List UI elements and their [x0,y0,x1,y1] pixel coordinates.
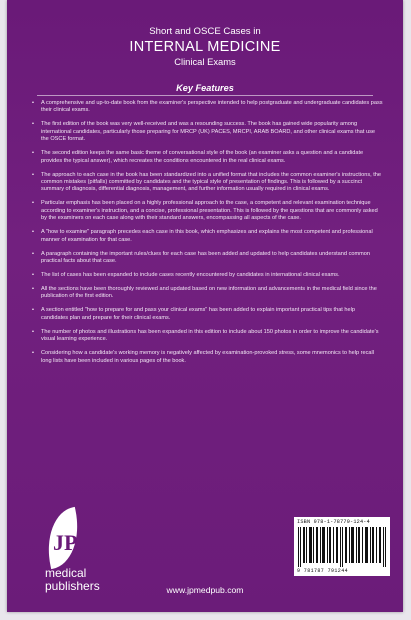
isbn-text: ISBN 978-1-78779-124-4 [297,519,370,525]
key-features-heading: Key Features [176,83,234,93]
heading-divider [37,95,373,96]
list-item: • The number of photos and illustrations has been expanded in this edition to include about 150 photos in order to improve the candidate's visual learning experience. [31,329,383,344]
publisher-url[interactable]: www.jpmedpub.com [166,585,244,595]
list-item: • Particular emphasis has been placed on a highly professional approach to the case, a competent and relevant examination technique according to examiner's instruction, and a concise, professional presentation. This is followed by the questions that are commonly asked by the examiners on each case along with their standard answers, encompassing all aspects of the case. [31,200,383,222]
barcode [294,517,390,576]
list-item: • All the sections have been thoroughly reviewed and updated based on new information and advancements in the medical field since the publication of the first edition. [31,286,383,301]
book-back-cover [7,0,403,612]
list-item: • A comprehensive and up-to-date book from the examiner's perspective intended to help postgraduate and undergraduate candidates pass their clinical exams. [31,100,383,115]
list-item: • The second edition keeps the same basic theme of conversational style of the book (an examiner asks a question and a candidate provides the typical answer), which recreates the conditions encountered in the real clinical exams. [31,150,383,165]
list-item: • A paragraph containing the important rules/clues for each case has been added and updated to help candidates understand common practical facts about that case. [31,251,383,266]
key-features-list [31,100,383,372]
cover-title: INTERNAL MEDICINE [129,39,281,55]
list-item: • A section entitled "how to prepare for and pass your clinical exams" has been added to explain important practical tips that help candidates plan and prepare for their clinical exams. [31,307,383,322]
barcode-icon [298,527,386,567]
list-item: • A "how to examine" paragraph precedes each case in this book, which emphasizes and explains the most competent and professional manner of examination for that case. [31,229,383,244]
list-item: • The first edition of the book was very well-received and was a resounding success. The book has gained wide popularity among international candidates, particularly those preparing for MRCP (UK) PACES, MRCPI, ARAB BOARD, and other clinical exams that use the OSCE format. [31,121,383,143]
publisher-name: medical publishers [45,566,100,593]
barcode-number: 9 781787 791244 [297,568,349,574]
cover-subtitle: Short and OSCE Cases in [149,26,261,37]
list-item: • The list of cases has been expanded to include cases recently encountered by candidates in international clinical exams. [31,272,383,279]
cover-subtitle-2: Clinical Exams [174,56,236,67]
logo-letters: JP [53,530,78,555]
list-item: • Considering how a candidate's working memory is negatively affected by examination-provoked stress, some mnemonics to help recall long lists have been included in various pages of the book. [31,350,383,365]
list-item: • The approach to each case in the book has been standardized into a unified format that includes the common examiner's instructions, the common mistakes (pitfalls) committed by candidates and the typical style of presentation of findings. This is followed by a succinct summary of diagnosis, differential diagnosis, management, and further information usually required in clinical exams. [31,172,383,194]
